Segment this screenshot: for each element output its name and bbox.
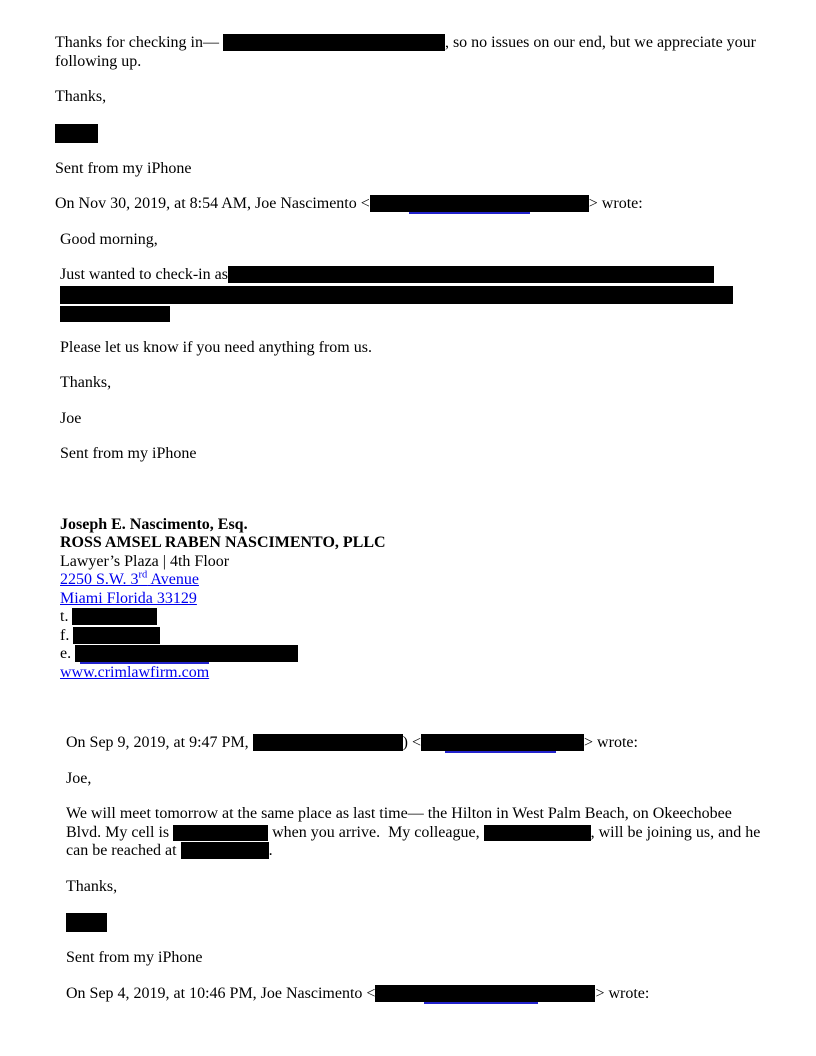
body-text: Just wanted to check-in as <box>60 266 228 283</box>
signoff-text: Joe <box>60 409 82 427</box>
redacted-name-bar <box>253 734 403 751</box>
body-text: when you arrive. My colleague, <box>268 823 484 841</box>
body-text: We will meet tomorrow at the same place as last time— the Hilton in West Palm Beach, on Okeechobee <box>66 805 732 822</box>
header-text: On Sep 9, 2019, at 9:47 PM, <box>66 734 253 751</box>
address-ordinal: rd <box>138 569 148 581</box>
header-text: On Nov 30, 2019, at 8:54 AM, Joe Nascimento < <box>55 195 370 212</box>
redacted-text-bar <box>60 306 170 322</box>
redacted-email-bar <box>75 645 298 662</box>
redacted-phone-bar <box>173 825 268 841</box>
redacted-name-bar <box>55 124 98 143</box>
redacted-signoff <box>55 124 766 143</box>
body-paragraph <box>55 34 766 71</box>
quoted-message-sep9 <box>60 734 766 1003</box>
header-text: ) < <box>402 734 422 751</box>
closing-text: Thanks, <box>60 374 112 391</box>
redacted-fax-bar <box>73 627 160 644</box>
body-text: Blvd. My cell is <box>66 823 174 841</box>
redacted-name-bar <box>484 825 591 841</box>
signature-block <box>60 516 766 683</box>
redacted-email-bar <box>421 734 584 751</box>
sent-from-iphone: Sent from my iPhone <box>55 159 192 177</box>
redacted-signoff <box>66 913 766 932</box>
body-text: . <box>268 842 273 859</box>
greeting-text: Good morning, <box>60 230 158 248</box>
redacted-name-bar <box>66 913 107 932</box>
sent-from-iphone: Sent from my iPhone <box>66 949 203 966</box>
quoted-message-nov30 <box>55 231 766 1004</box>
redacted-text-bar <box>228 266 714 283</box>
quoted-header-sep9 <box>66 734 766 753</box>
body-paragraph <box>66 805 766 861</box>
phone-label: t. <box>60 608 73 625</box>
body-text: , will be joining us, and he <box>590 823 761 841</box>
header-text: On Sep 4, 2019, at 10:46 PM, Joe Nascimento < <box>66 984 376 1002</box>
body-text: following up. <box>55 52 142 70</box>
signature-firm: ROSS AMSEL RABEN NASCIMENTO, PLLC <box>60 534 386 551</box>
quoted-header-nov30 <box>55 195 766 214</box>
city-link[interactable]: Miami Florida 33129 <box>60 589 197 607</box>
fax-label: f. <box>60 626 74 644</box>
redacted-email-bar <box>375 985 595 1002</box>
top-message <box>55 34 766 1003</box>
closing-text: Thanks, <box>66 877 118 895</box>
signature-name: Joseph E. Nascimento, Esq. <box>60 515 248 533</box>
header-text: > wrote: <box>595 984 650 1002</box>
header-text: > wrote: <box>588 195 643 212</box>
redacted-email-bar <box>370 195 589 212</box>
header-text: > wrote: <box>584 734 638 751</box>
redacted-phone-bar <box>72 608 157 625</box>
website-link[interactable]: www.crimlawfirm.com <box>60 663 210 681</box>
sent-from-iphone: Sent from my iPhone <box>60 445 197 462</box>
redacted-text-bar <box>60 286 733 304</box>
address-link[interactable] <box>60 571 199 588</box>
body-paragraph-redacted <box>60 266 766 322</box>
body-text: Please let us know if you need anything from us. <box>60 338 372 356</box>
signature-suite: Lawyer’s Plaza | 4th Floor <box>60 552 230 570</box>
body-text: , so no issues on our end, but we appreciate your <box>444 34 756 51</box>
greeting-text: Joe, <box>66 769 92 787</box>
closing-text: Thanks, <box>55 88 107 105</box>
body-text: can be reached at <box>66 842 181 859</box>
email-label: e. <box>60 645 76 662</box>
address-text: 2250 S.W. 3 <box>60 571 139 588</box>
address-text: Avenue <box>147 571 199 588</box>
quoted-header-sep4 <box>66 985 766 1004</box>
redacted-phone-bar <box>181 842 269 859</box>
redacted-text-bar <box>223 34 445 51</box>
body-text: Thanks for checking in— <box>55 34 223 51</box>
